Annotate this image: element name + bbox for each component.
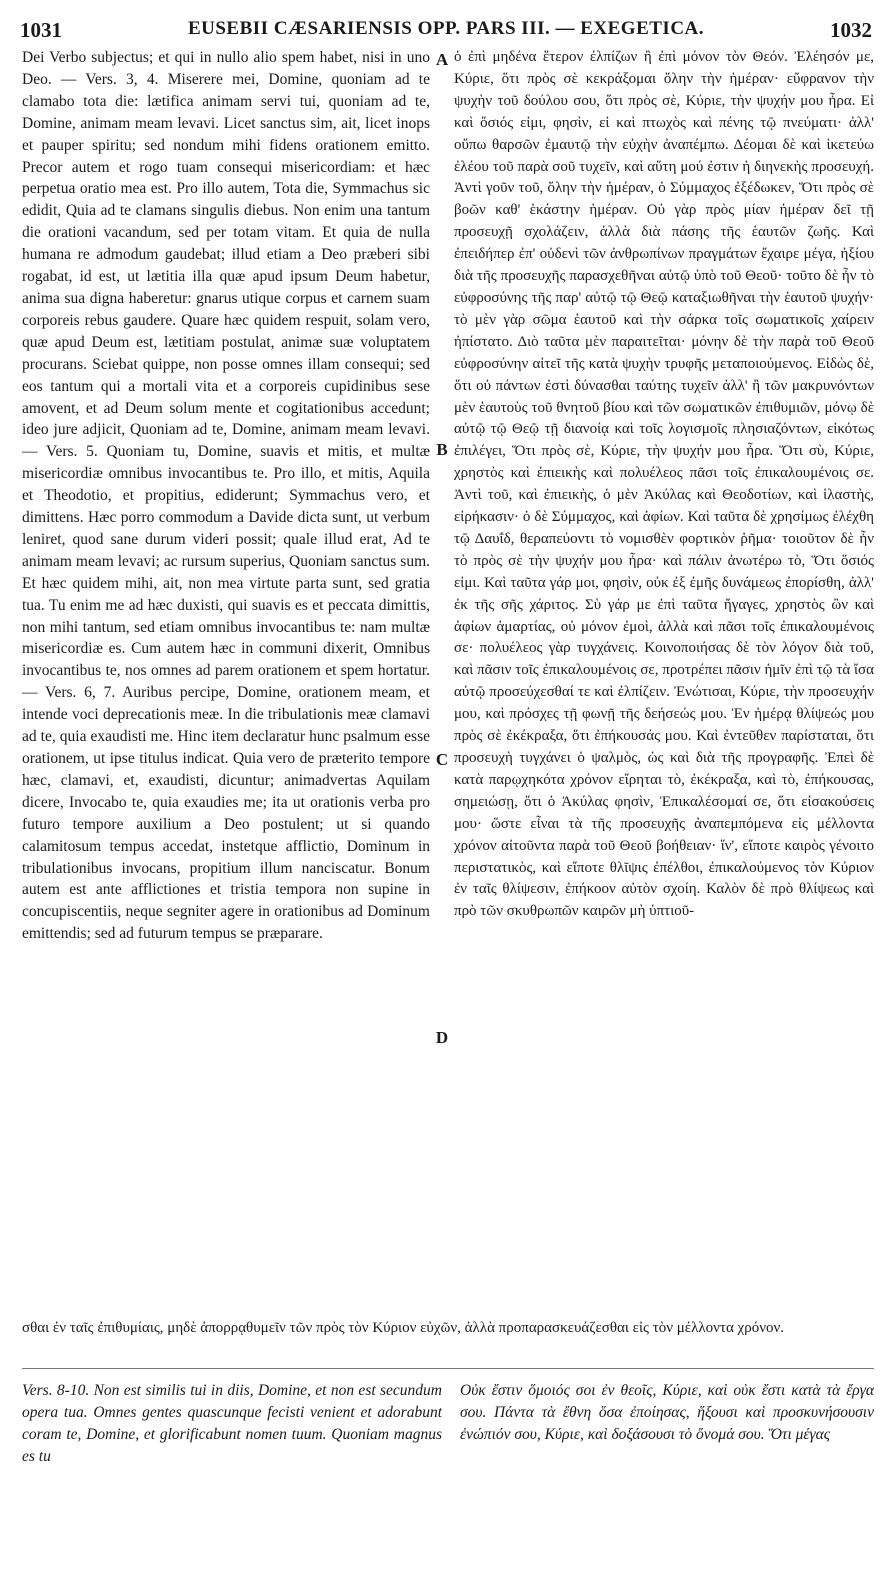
page-number-left: 1031	[20, 18, 62, 42]
greek-bottom-paragraph: Οὐκ ἔστιν ὅμοιός σοι ἐν θεοῖς, Κύριε, καὶ οὐκ ἔστι κατὰ τὰ ἔργα σου. Πάντα τὰ ἔθνη ὅσα ἐποίησας, ἥξουσι καὶ προσκυνήσουσιν ἐνώπιόν σου, Κύριε, καὶ δοξάσουσι τὸ ὄνομά σου. Ὅτι μέγας	[460, 1382, 874, 1443]
greek-column-bottom	[460, 1380, 874, 1575]
column-marker-c: C	[435, 750, 449, 769]
running-title: EUSEBII CÆSARIENSIS OPP. PARS III. — EXEGETICA.	[187, 18, 705, 39]
latin-bottom-paragraph: Vers. 8-10. Non est similis tui in diis, Domine, et non est secundum opera tua. Omnes gentes quascunque fecisti venient et adorabunt coram te, Domine, et glorificabunt nomen tuum. Quoniam magnus es tu	[22, 1382, 442, 1465]
column-marker-d: D	[435, 1028, 449, 1047]
full-width-continuation: σθαι ἐν ταῖς ἐπιθυμίαις, μηδὲ ἀπορρᾳθυμεῖν τῶν πρὸς τὸν Κύριον εὐχῶν, ἀλλὰ προπαρασκευάζεσθαι εἰς τὸν μέλλοντα χρόνον.	[22, 1320, 785, 1336]
page-number-right: 1032	[830, 18, 872, 42]
greek-column-top	[454, 47, 874, 1312]
greek-paragraph: ὁ ἐπὶ μηδένα ἕτερον ἐλπίζων ἢ ἐπὶ μόνον τὸν Θεόν. Ἐλέησόν με, Κύριε, ὅτι πρὸς σὲ κεκράξομαι ὅλην τὴν ἡμέραν· εὔφρανον τὴν ψυχὴν τοῦ δούλου σου, ὅτι πρὸς σὲ, Κύριε, τὴν ψυχήν μου ἦρα. Εἰ καὶ ὅσιός εἰμι, φησὶν, εἰ καὶ πτωχὸς καὶ πένης τῷ πνεύματι· ἀλλ' οὔπω θαρσῶν ἐμαυτῷ τὴν εὐχὴν ἀναπέμπω. Δέομαι δὲ καὶ ἱκετεύω ἐλέου τοῦ παρὰ σοῦ τυχεῖν, καὶ αὕτη μού ἐστιν ἡ διηνεκὴς προσευχή. Ἀντὶ γοῦν τοῦ, ὅλην τὴν ἡμέραν, ὁ Σύμμαχος ἐξέδωκεν, Ὅτι πρὸς σὲ βοῶν καθ' ἑκάστην ἡμέραν. Οὐ γὰρ πρὸς μίαν ἡμέραν δεῖ τῇ προσευχῇ σχολάζειν, ἀλλὰ διὰ πάσης τῆς ἑαυτῶν ζωῆς. Καὶ ἐπειδήπερ ἐπ' οὐδενὶ τῶν ἀνθρωπίνων πραγμάτων ἔχαιρε μέγα, ἠξίου διὰ τῆς προσευχῆς παρασχεθῆναι αὐτῷ ὑπὸ τοῦ Θεοῦ· τοῦτο δὲ ἦν τὸ εὐφροσύνης τῆς παρ' αὐτῷ τῷ Θεῷ καταξιωθῆναι τὴν ἑαυτοῦ ψυχήν· τὸ μὲν γὰρ σῶμα ἑαυτοῦ καὶ τὴν σάρκα τοῖς σωματικοῖς χαίρειν ἠπίστατο. Διὸ ταῦτα μὲν παραιτεῖται· μόνην δὲ τὴν παρὰ τοῦ Θεοῦ εὐφροσύνην αἰτεῖ τῆς κατὰ ψυχὴν τρυφῆς μεταποιούμενος. Εἰδὼς δὲ, ὅτι οὐ πάντων ἐστὶ δύνασθαι ταύτης τυχεῖν ἀλλ' ἢ τῶν μακρυνόντων μὲν ἑαυτοὺς τοῦ θνητοῦ βίου καὶ τῶν σωματικῶν ἐπιθυμιῶν, μόνῳ δὲ αὐτῷ τῷ Θεῷ τῇ διανοίᾳ καὶ τοῖς λογισμοῖς πλησιαζόντων, εἰκότως ἐπιλέγει, Ὅτι πρὸς σὲ, Κύριε, τὴν ψυχήν μου ἦρα. Ὅτι σὺ, Κύριε, χρηστὸς καὶ ἐπιεικὴς καὶ πολυέλεος πᾶσι τοῖς ἐπικαλουμένοις σε. Ἀντὶ τοῦ, καὶ ἐπιεικὴς, ὁ μὲν Ἀκύλας καὶ Θεοδοτίων, καὶ ἱλαστὴς, εἰρήκασιν· ὁ δὲ Σύμμαχος, καὶ ἀφίων. Καὶ ταῦτα δὲ χρησίμως ἐλέχθη τῷ Δαυΐδ, θεραπεύοντι τὸ νομισθὲν φορτικὸν ῥῆμα· τοιοῦτον δὲ ἦν τὸ πρὸς σὲ τὴν ψυχήν μου ἦρα· καὶ πάλιν ἀνωτέρω τὸ, Ὅτι ὅσιός εἰμι. Καὶ ταῦτα γάρ μοι, φησὶν, οὐκ ἐξ ἐμῆς δυνάμεως ἐπορίσθη, ἀλλ' ἐκ τῆς σῆς χάριτος. Σὺ γάρ με ἐπὶ ταῦτα ἤγαγες, χρηστὸς ὢν καὶ ἀφίων ἁμαρτίας, οὐ μόνον ἐμοὶ, ἀλλὰ καὶ πᾶσι τοῖς ἐπικαλουμένοις σε· πολυέλεος γὰρ τυγχάνεις. Κοινοποιήσας δὲ τὸν λόγον διὰ τοῦ, καὶ πᾶσιν τοῖς ἐπικαλουμένοις σε, προτρέπει πᾶσιν ἡμῖν ἐπὶ τῷ τὰ ἴσα αὐτῷ προσεύχεσθαί τε καὶ ἐλπίζειν. Ἐνώτισαι, Κύριε, τὴν προσευχήν μου, καὶ πρόσχες τῇ φωνῇ τῆς δεήσεώς μου. Ἐν ἡμέρᾳ θλίψεώς μου πρὸς σὲ ἐκέκραξα, ὅτι ἐπήκουσάς μου. Καὶ ἐντεῦθεν παρίσταται, ὅτι προσευχὴ τυγχάνει ὁ ψαλμὸς, ὡς καὶ διὰ τῆς προγραφῆς. Ἐπεὶ δὲ κατὰ παρῳχηκότα χρόνον εἴρηται τὸ, ἐκέκραξα, καὶ τὸ, ἐπήκουσας, σημειώσῃ, ὅτι ὁ Ἀκύλας φησὶν, Ἐπικαλέσομαί σε, ὅτι εἰσακούσεις μου· ὥστε εἶναι τὰ τῆς προσευχῆς ἀναπεμπόμενα εἰς μέλλοντα χρόνον αἰτοῦντα παρὰ τοῦ Θεοῦ βοήθειαν· ἵν', εἴποτε καιρὸς γένοιτο περιστατικὸς, καὶ εἴποτε θλῖψις ἐπέλθοι, ἐπικαλούμενος τὸν Κύριον ἐν ταῖς θλίψεσιν, ἐπήκοον αὐτὸν σχοίη. Καλὸν δὲ πρὸ θλίψεως καὶ πρὸ τῶν σκυθρωπῶν καιρῶν μὴ ὑπτιοῦ-	[454, 49, 874, 920]
latin-paragraph: Dei Verbo subjectus; et qui in nullo alio spem habet, nisi in uno Deo. — Vers. 3, 4. Miserere mei, Domine, quoniam ad te clamabo tota die: lætifica animam servi tui, quoniam ad te, Domine, animam meam levavi. Licet sanctus sim, ait, licet inops et pauper spiritu; sed nondum mihi fidens orationem emitto. Precor autem et rogo tuam consequi misericordiam: et hæc perpetua oratio mea est. Pro illo autem, Tota die, Symmachus sic edidit, Quia ad te clamans singulis diebus. Non enim una tantum die orationi vacandum, sed per totam vitam. Et quia de nulla humana re admodum gaudebat; illud etiam a Deo præberi sibi rogabat, id est, ut lætitia illa quæ apud ipsum Deum habetur, anima sua digna haberetur: gnarus utique corpus et carnem suam corporeis rebus gaudere. Quare hæc quidem respuit, solam vero, quæ apud Deum est, lætitiam postulat, animæ suæ voluptatem procurans. Sciebat quippe, non posse omnes illam consequi; sed eos tantum qui a mortali vita et a corporeis cupidinibus sese amovent, et ad Deum solum mente et cogitationibus accedunt; ideo jure adjicit, Quoniam ad te, Domine, animam meam levavi. — Vers. 5. Quoniam tu, Domine, suavis et mitis, et multæ misericordiæ omnibus invocantibus te. Pro illo, et mitis, Aquila et Theodotio, et propitius, ediderunt; Symmachus vero, et dimittens. Hæc porro commodum a Davide dicta sunt, ut verbum leniret, quod sane durum videri possit; quale illud erat, Ad te animam meam levavi; ac rursum superius, Quoniam sanctus sum. Et hæc quidem mihi, ait, non mea virtute parta sunt, sed gratia tua. Tu enim me ad hæc duxisti, qui suavis es et peccata dimittis, non mihi tantum, sed etiam omnibus invocantibus te: nam multæ misericordiæ es. Cum autem hæc in communi dixerit, Omnibus invocantibus te, nos omnes ad parem orationem et spem hortatur. — Vers. 6, 7. Auribus percipe, Domine, orationem meam, et intende voci deprecationis meæ. In die tribulationis meæ clamavi ad te, quia exaudisti me. Hinc item declaratur hunc psalmum esse orationem, ut ipse titulus indicat. Quia vero de præterito tempore hæc, clamavi, et, exaudisti, dicuntur; animadvertas Aquilam dicere, Invocabo te, quia exaudies me; ita ut orationis verba pro futuro tempore auxilium a Deo postulent; ut si quando calamitosum tempus accedat, instetque afflictio, Dominum in tribulationibus invocans, propitium illum nanciscatur. Bonum autem est ante afflictiones et tristia tempora non supine in concupiscentiis, neque segniter agere in orationibus ad Dominum emittendis; sed ad futurum tempus se præparare.	[22, 49, 430, 943]
latin-column-bottom	[22, 1380, 442, 1575]
page-header	[0, 18, 892, 46]
section-divider	[22, 1368, 874, 1369]
column-marker-a: A	[435, 50, 449, 69]
column-marker-b: B	[436, 440, 448, 459]
latin-column-top	[22, 47, 430, 1312]
